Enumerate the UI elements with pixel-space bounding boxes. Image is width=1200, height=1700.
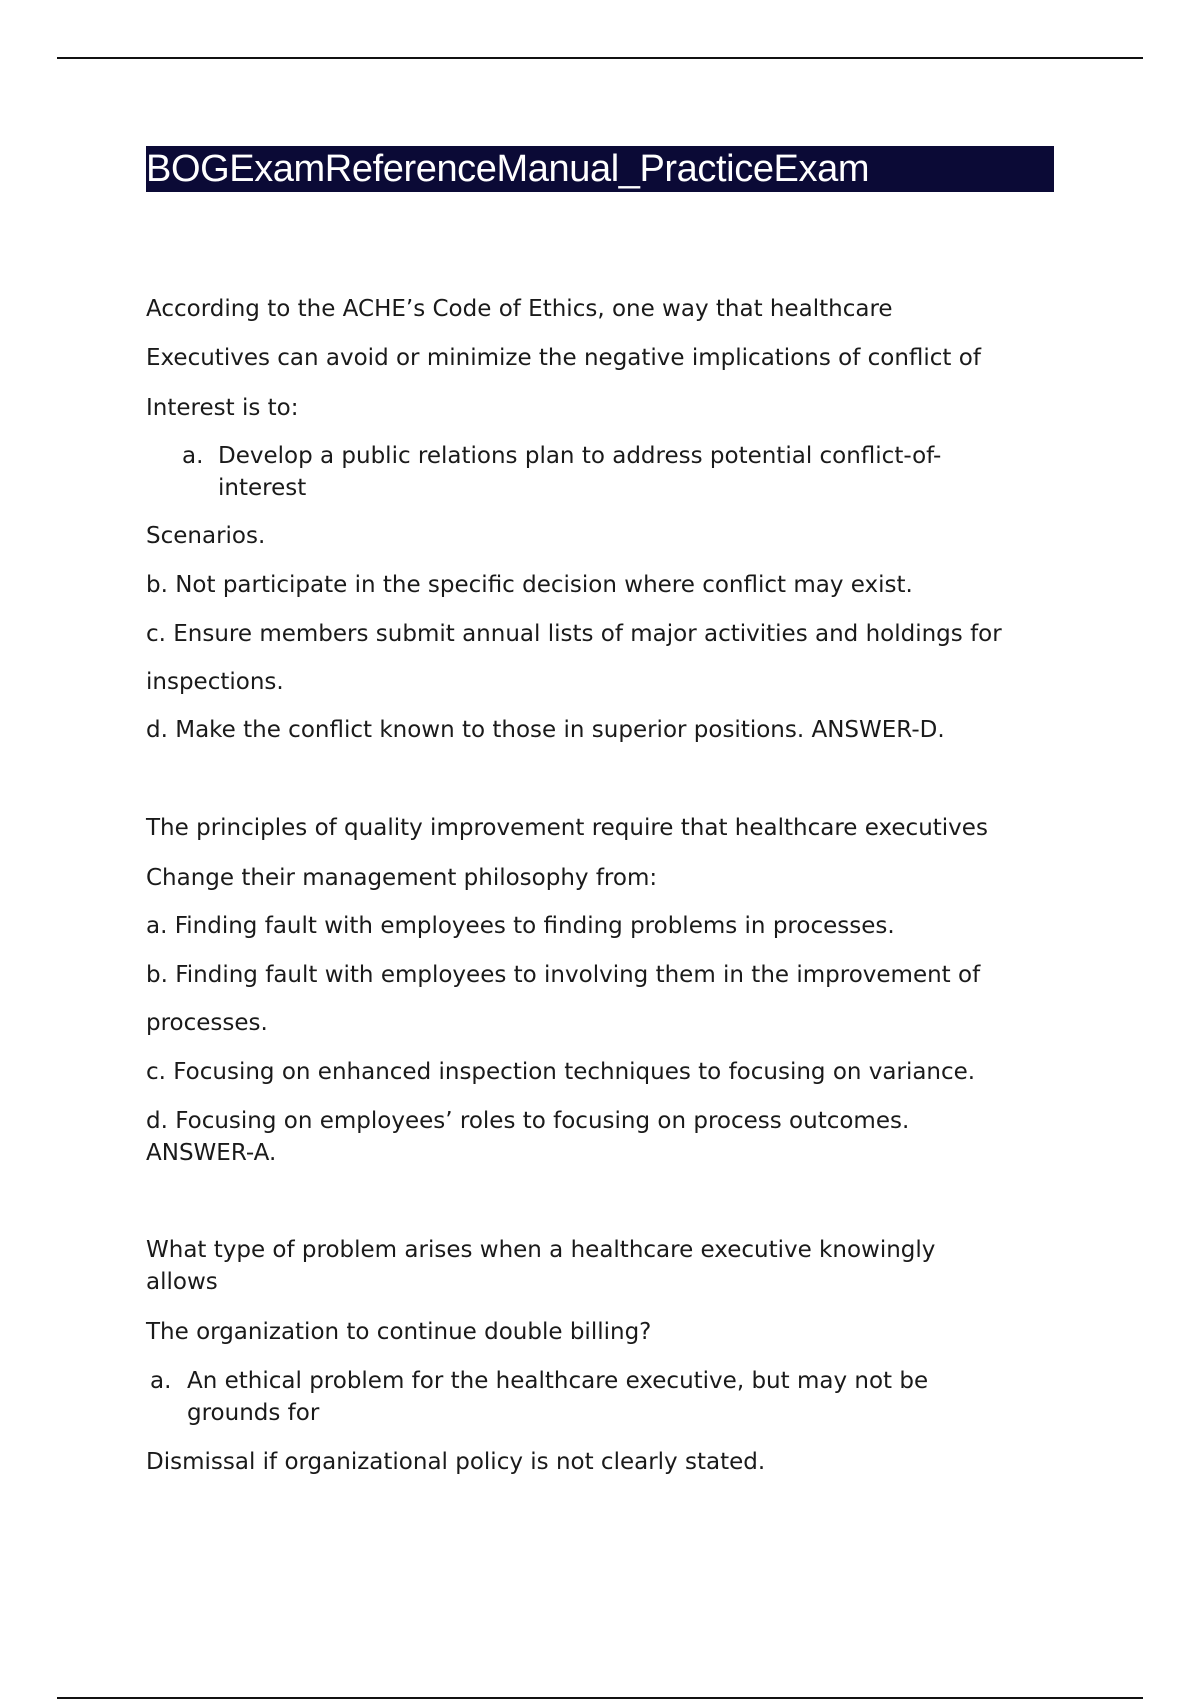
q1-option-d: d. Make the conflict known to those in superior positions. ANSWER-D. bbox=[146, 717, 945, 743]
q3-option-a-line-1: An ethical problem for the healthcare executive, but may not be bbox=[187, 1368, 929, 1394]
q2-option-c: c. Focusing on enhanced inspection techniques to focusing on variance. bbox=[146, 1059, 976, 1085]
q3-option-a-letter: a. bbox=[150, 1368, 172, 1394]
q1-option-a-continuation: Scenarios. bbox=[146, 523, 266, 549]
q2-option-d: d. Focusing on employees’ roles to focusing on process outcomes. bbox=[146, 1108, 910, 1134]
q3-option-a-line-2: grounds for bbox=[187, 1400, 320, 1426]
q2-stem-line-2: Change their management philosophy from: bbox=[146, 865, 658, 891]
q2-stem-line-1: The principles of quality improvement require that healthcare executives bbox=[146, 815, 988, 841]
q1-stem-line-2: Executives can avoid or minimize the negative implications of conflict of bbox=[146, 345, 981, 371]
q2-option-b: b. Finding fault with employees to involving them in the improvement of bbox=[146, 962, 981, 988]
q2-option-b-continuation: processes. bbox=[146, 1010, 268, 1036]
q1-option-c: c. Ensure members submit annual lists of major activities and holdings for bbox=[146, 621, 1002, 647]
q3-stem-line-1b: allows bbox=[146, 1269, 218, 1295]
q1-stem-line-1: According to the ACHE’s Code of Ethics, one way that healthcare bbox=[146, 296, 893, 322]
q1-stem-line-3: Interest is to: bbox=[146, 395, 299, 421]
q1-option-a-letter: a. bbox=[182, 443, 204, 469]
bottom-rule bbox=[57, 1697, 1143, 1699]
q3-stem-line-1: What type of problem arises when a healthcare executive knowingly bbox=[146, 1237, 936, 1263]
q1-option-b: b. Not participate in the specific decision where conflict may exist. bbox=[146, 572, 913, 598]
q1-option-c-continuation: inspections. bbox=[146, 669, 284, 695]
title-banner bbox=[146, 146, 1054, 192]
q3-option-a-continuation: Dismissal if organizational policy is not clearly stated. bbox=[146, 1449, 766, 1475]
q2-answer: ANSWER-A. bbox=[146, 1140, 277, 1166]
document-title: BOGExamReferenceManual_PracticeExam bbox=[146, 148, 870, 190]
q1-option-a-line-1: Develop a public relations plan to address potential conflict-of- bbox=[218, 443, 942, 469]
q1-option-a-line-2: interest bbox=[218, 475, 307, 501]
q3-stem-line-2: The organization to continue double billing? bbox=[146, 1319, 652, 1345]
top-rule bbox=[57, 57, 1143, 59]
q2-option-a: a. Finding fault with employees to finding problems in processes. bbox=[146, 913, 895, 939]
